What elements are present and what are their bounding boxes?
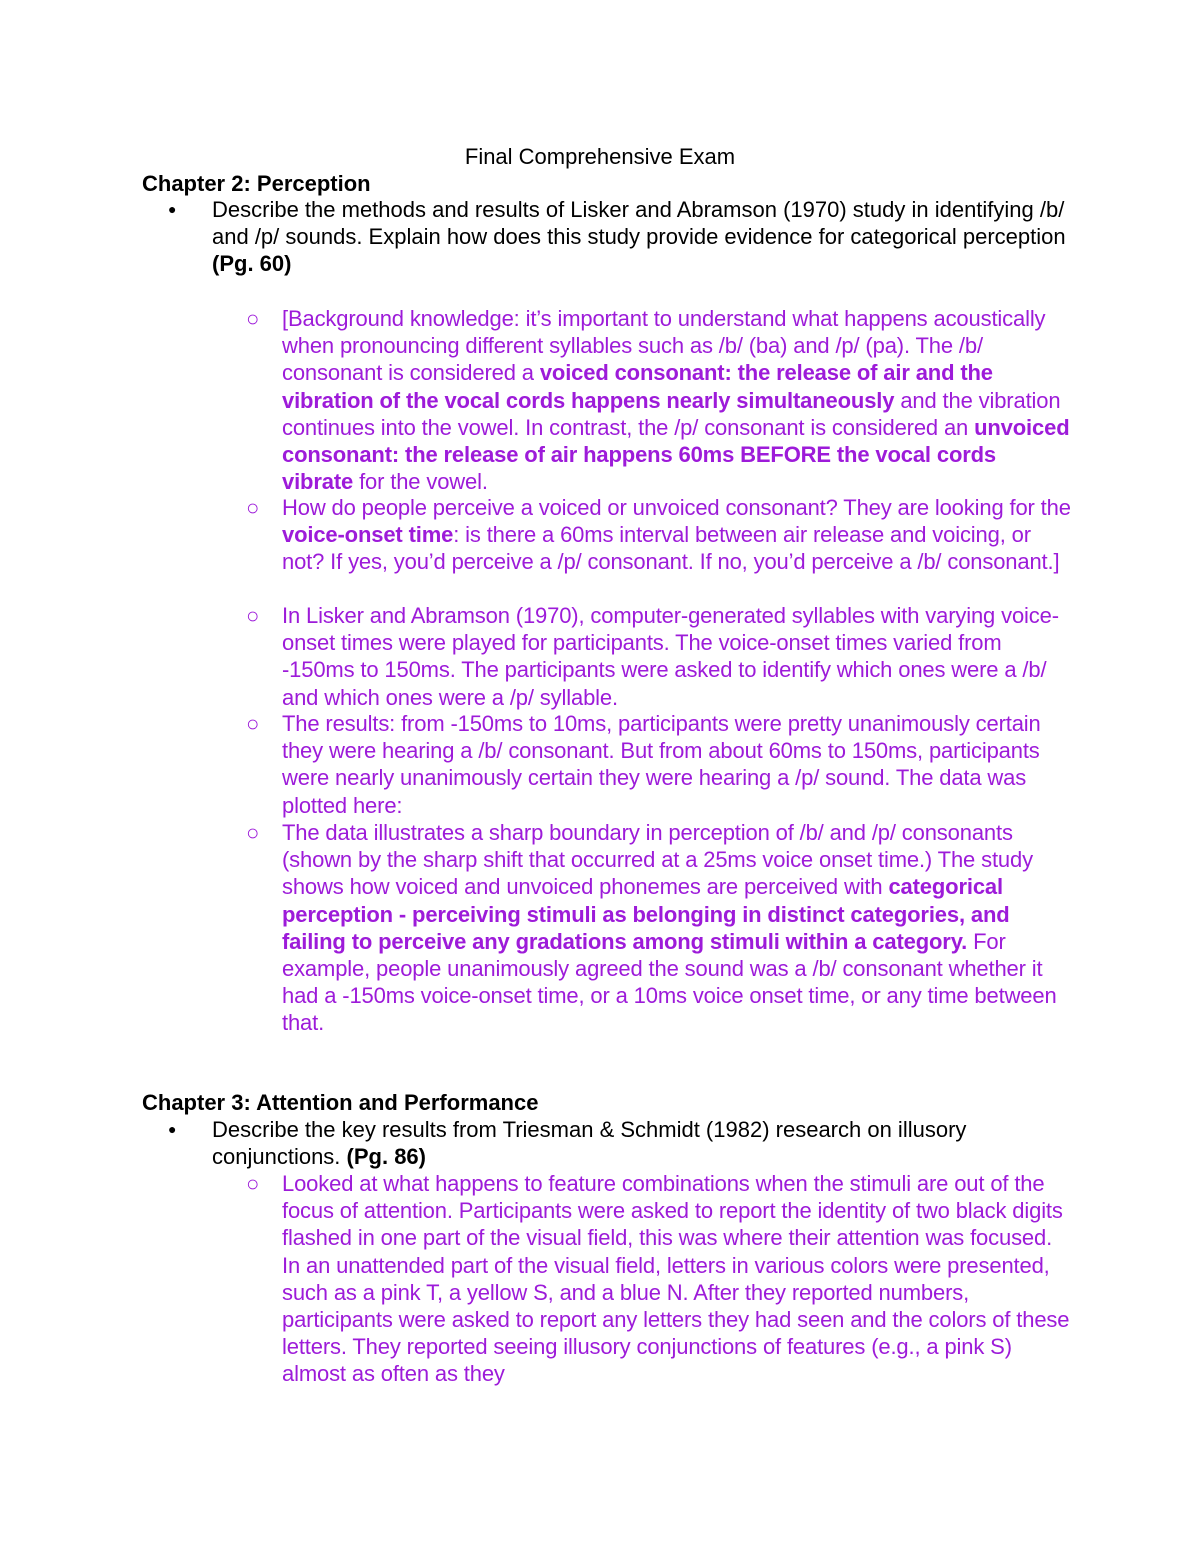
bullet-icon: ●	[168, 201, 177, 217]
answer-text: and the vibration continues into the vowel. In contrast, the /p/ consonant is considered an	[282, 387, 1061, 440]
page-reference: (Pg. 86)	[346, 1144, 426, 1170]
sub-bullet-icon: ○	[246, 820, 260, 845]
sub-bullet-icon: ○	[246, 711, 260, 736]
ch2-answer-background	[246, 305, 1072, 495]
sub-bullet-icon: ○	[246, 495, 260, 520]
answer-text: Looked at what happens to feature combinations when the stimuli are out of the focus of attention. Participants were asked to report the identity of two black digits flashed in one part of the visual field, this was where their attention was focused. In an unattended part of the visual field, letters in various colors were presented, such as a pink T, a yellow S, and a blue N. After they reported numbers, participants were asked to report any letters they had seen and the colors of these letters. They reported seeing illusory conjunctions of features (e.g., a pink S) almost as often as they	[282, 1171, 1070, 1387]
answer-text: The data illustrates a sharp boundary in perception of /b/ and /p/ consonants (shown by the sharp shift that occurred at a 25ms voice onset time.) The study shows how voiced and unvoiced phonemes are perceived with	[282, 820, 1033, 900]
answer-bold-text: voiced consonant: the release of air and the vibration of the vocal cords happens nearly simultaneously	[282, 360, 993, 413]
answer-text: The results: from -150ms to 10ms, participants were pretty unanimously certain they were hearing a /b/ consonant. But from about 60ms to 150ms, participants were nearly unanimously certain they were hearing a /p/ sound. The data was plotted here:	[282, 711, 1041, 818]
ch2-answer-method	[246, 602, 1072, 711]
ch2-answer-perception	[246, 494, 1072, 576]
sub-bullet-icon: ○	[246, 603, 260, 628]
answer-text: [Background knowledge: it’s important to understand what happens acoustically when pronouncing different syllables such as /b/ (ba) and /p/ (pa). The /b/ consonant is considered a	[282, 306, 1046, 386]
answer-text: for the vowel.	[353, 469, 488, 495]
ch3-answer-illusory	[246, 1170, 1072, 1388]
answer-bold-text: categorical perception - perceiving stimuli as belonging in distinct categories, and failing to perceive any gradations among stimuli within a category.	[282, 874, 1010, 954]
chapter-2-heading: Chapter 2: Perception	[142, 171, 371, 196]
bullet-icon: ●	[168, 1121, 177, 1137]
answer-text: : is there a 60ms interval between air release and voicing, or not? If yes, you’d perceive a /p/ consonant. If no, you’d perceive a /b/ consonant.]	[282, 522, 1060, 575]
ch2-answer-results	[246, 710, 1072, 819]
sub-bullet-icon: ○	[246, 1171, 260, 1196]
ch2-answer-conclusion	[246, 819, 1072, 1037]
chapter-3-heading: Chapter 3: Attention and Performance	[142, 1090, 539, 1115]
document-title: Final Comprehensive Exam	[464, 144, 736, 169]
answer-bold-text: unvoiced consonant: the release of air happens 60ms BEFORE the vocal cords vibrate	[282, 414, 1070, 495]
answer-text: In Lisker and Abramson (1970), computer-generated syllables with varying voice-onset times were played for participants. The voice-onset times varied from -150ms to 150ms. The participants were asked to identify which ones were a /b/ and which ones were a /p/ syllable.	[282, 603, 1059, 710]
chapter-2-question	[168, 196, 1072, 278]
answer-text: For example, people unanimously agreed the sound was a /b/ consonant whether it had a -150ms voice-onset time, or a 10ms voice onset time, or any time between that.	[282, 928, 1057, 1036]
answer-text: How do people perceive a voiced or unvoiced consonant? They are looking for the	[282, 495, 1071, 520]
answer-bold-text: voice-onset time	[282, 522, 454, 548]
page-reference: (Pg. 60)	[212, 251, 292, 277]
chapter-3-question	[168, 1116, 1072, 1170]
question-text: Describe the methods and results of Lisker and Abramson (1970) study in identifying /b/ and /p/ sounds. Explain how does this study provide evidence for categorical perception	[212, 197, 1066, 250]
question-text: Describe the key results from Triesman & Schmidt (1982) research on illusory conjunctions.	[212, 1117, 967, 1170]
sub-bullet-icon: ○	[246, 306, 260, 331]
